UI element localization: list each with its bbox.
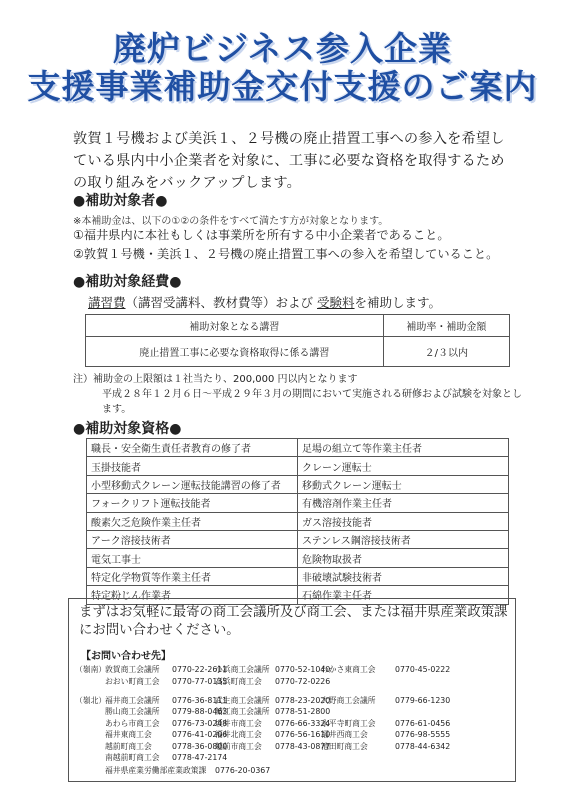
contact-phone: 0778-51-2800 [275, 707, 331, 717]
contact-label: 【お問い合わせ先】 [81, 651, 171, 662]
table-row [87, 549, 509, 567]
contact-entry [105, 752, 227, 763]
contact-box [68, 598, 516, 782]
contact-phone: 0779-88-0463 [172, 707, 228, 717]
table-cell: ２/３以内 [383, 337, 509, 367]
qualification-cell: 玉掛技能者 [87, 457, 298, 475]
expenses-description [88, 293, 441, 311]
page-title [0, 30, 565, 106]
expenses-footnote [73, 372, 523, 417]
contact-name: 勝山商工会議所 [105, 707, 160, 717]
contact-name: 南越前町商工会 [105, 753, 160, 762]
contact-entry [105, 718, 227, 729]
contact-entry [321, 729, 450, 740]
contact-name: 越前市商工会 [215, 741, 262, 751]
contact-entry [215, 741, 330, 752]
contact-phone: 0776-66-3324 [275, 718, 331, 728]
footnote-line-1: 注）補助金の上限額は１社当たり、200,000 円以内となります [73, 374, 358, 385]
contact-phone: 0778-44-6342 [395, 741, 451, 751]
qualification-cell: 移動式クレーン運転士 [298, 475, 509, 493]
contact-name: 鯖江商工会議所 [215, 707, 270, 717]
target-heading: ●補助対象者● [73, 193, 168, 209]
expenses-table [85, 314, 510, 367]
contact-name: 坂井市商工会 [215, 718, 262, 728]
contact-name: 池田町商工会 [321, 741, 368, 751]
contact-name: 福井商工会議所 [105, 696, 160, 705]
contact-entry [321, 695, 450, 706]
contact-phone: 0778-43-0877 [275, 741, 331, 751]
table-header-cell: 補助対象となる講習 [86, 315, 384, 337]
contact-entry [215, 664, 330, 675]
table-row [87, 512, 509, 530]
expense-item-lecture: 講習費 [88, 295, 126, 310]
table-row [87, 530, 509, 548]
title-line-2: 支援事業補助金交付支援のご案内 [27, 67, 538, 106]
contact-name: 福井東商工会 [105, 730, 152, 740]
qualification-cell: 石綿作業主任者 [298, 586, 509, 604]
contact-name: あわら市商工会 [105, 718, 160, 728]
contact-entry [105, 664, 227, 675]
qualification-cell: ステンレス鋼溶接技術者 [298, 530, 509, 548]
contact-name: 敦賀商工会議所 [105, 665, 160, 674]
title-line-1: 廃炉ビジネス参入企業 [112, 29, 452, 68]
table-row [86, 337, 510, 367]
contact-name: 高浜町商工会 [215, 677, 262, 686]
contact-phone: 0776-73-0248 [172, 718, 228, 728]
qualification-cell: フォークリフト運転技能者 [87, 494, 298, 512]
qualifications-table [86, 438, 509, 605]
contact-phone: 0776-36-8111 [172, 696, 228, 705]
qualification-cell: 有機溶剤作業主任者 [298, 494, 509, 512]
table-row [87, 457, 509, 475]
contact-name: 福井県産業労働部産業政策課 [105, 766, 207, 775]
table-cell: 廃止措置工事に必要な資格取得に係る講習 [86, 337, 384, 367]
qualification-cell: 特定化学物質等作業主任者 [87, 567, 298, 585]
qualification-cell: クレーン運転士 [298, 457, 509, 475]
contact-name: 永平寺町商工会 [321, 718, 376, 728]
qualification-cell: 職長・安全衛生責任者教育の修了者 [87, 439, 298, 457]
target-note: ※本補助金は、以下の①②の条件をすべて満たす方が対象となります。 [73, 216, 389, 227]
contact-phone: 0776-61-0456 [395, 718, 451, 728]
region-label: （嶺南） [75, 665, 107, 674]
contact-name: わかさ東商工会 [321, 665, 376, 674]
contact-entry [215, 695, 330, 706]
region-label: （嶺北） [75, 696, 107, 705]
contact-name: 福井北商工会 [215, 730, 262, 740]
table-row [87, 567, 509, 585]
contact-phone: 0776-20-0367 [215, 766, 271, 775]
qualification-cell: アーク溶接技術者 [87, 530, 298, 548]
contact-name: 大野商工会議所 [321, 696, 376, 705]
contact-entry [321, 741, 450, 752]
contact-name: おおい町商工会 [105, 677, 160, 686]
qualification-cell: 酸素欠乏危険作業主任者 [87, 512, 298, 530]
contact-name: 小浜商工会議所 [215, 665, 270, 674]
qualification-cell: 危険物取扱者 [298, 549, 509, 567]
contact-phone: 0776-98-5555 [395, 730, 451, 740]
qualifications-heading: ●補助対象資格● [73, 421, 182, 437]
expense-suffix: を補助します。 [354, 295, 442, 310]
contact-phone: 0779-66-1230 [395, 696, 451, 705]
contact-entry [105, 676, 227, 687]
expense-item-exam: 受験料 [317, 295, 355, 310]
contact-phone: 0770-72-0226 [275, 677, 331, 686]
footnote-line-2: 平成２８年１２月６日～平成２９年３月の期間において実施される研修および試験を対象とします。 [102, 389, 522, 415]
contact-name: 武生商工会議所 [215, 696, 270, 705]
contact-phone: 0770-52-1040 [275, 665, 331, 674]
qualification-cell: 小型移動式クレーン運転技能講習の修了者 [87, 475, 298, 493]
contact-phone: 0778-36-0800 [172, 741, 228, 751]
contact-entry [105, 695, 227, 706]
table-header-row [86, 315, 510, 337]
qualification-cell: ガス溶接技能者 [298, 512, 509, 530]
condition-2: ②敦賀１号機・美浜１、２号機の廃止措置工事への参入を希望していること。 [73, 247, 499, 261]
expenses-heading: ●補助対象経費● [73, 274, 182, 290]
intro-text: 敦賀１号機および美浜１、２号機の廃止措置工事への参入を希望している県内中小企業者を対象に、工事に必要な資格を取得するための取り組みをバックアップします。 [73, 131, 505, 191]
contact-entry [105, 741, 227, 752]
expense-item-lecture-detail: （講習受講料、教材費等）および [125, 295, 314, 310]
contact-entry [215, 729, 330, 740]
qualification-cell: 非破壊試験技術者 [298, 567, 509, 585]
contact-phone: 0778-47-2174 [172, 753, 228, 762]
contact-phone: 0776-41-0206 [172, 730, 228, 740]
qualification-cell: 特定粉じん作業者 [87, 586, 298, 604]
contact-entry [215, 718, 330, 729]
condition-1: ①福井県内に本社もしくは事業所を所有する中小企業者であること。 [73, 228, 450, 242]
contact-entry [105, 706, 227, 717]
table-row [87, 439, 509, 457]
contact-entry [105, 765, 270, 776]
contact-phone: 0770-45-0222 [395, 665, 451, 674]
table-row [87, 475, 509, 493]
contact-phone: 0770-22-2611 [172, 665, 228, 674]
contact-entry [321, 718, 450, 729]
contact-message: まずはお気軽に最寄の商工会議所及び商工会、または福井県産業政策課にお問い合わせください。 [79, 605, 508, 638]
contact-name: 越前町商工会 [105, 741, 152, 751]
contact-entry [215, 676, 330, 687]
contact-name: 福井西商工会 [321, 730, 368, 740]
contact-phone: 0776-56-1610 [275, 730, 331, 740]
contact-phone: 0778-23-2020 [275, 696, 331, 705]
contact-entry [215, 706, 330, 717]
qualification-cell: 足場の組立て等作業主任者 [298, 439, 509, 457]
contact-phone: 0770-77-0135 [172, 677, 228, 686]
table-header-cell: 補助率・補助金額 [383, 315, 509, 337]
table-row [87, 494, 509, 512]
contact-entry [105, 729, 227, 740]
contact-entry [321, 664, 450, 675]
qualification-cell: 電気工事士 [87, 549, 298, 567]
